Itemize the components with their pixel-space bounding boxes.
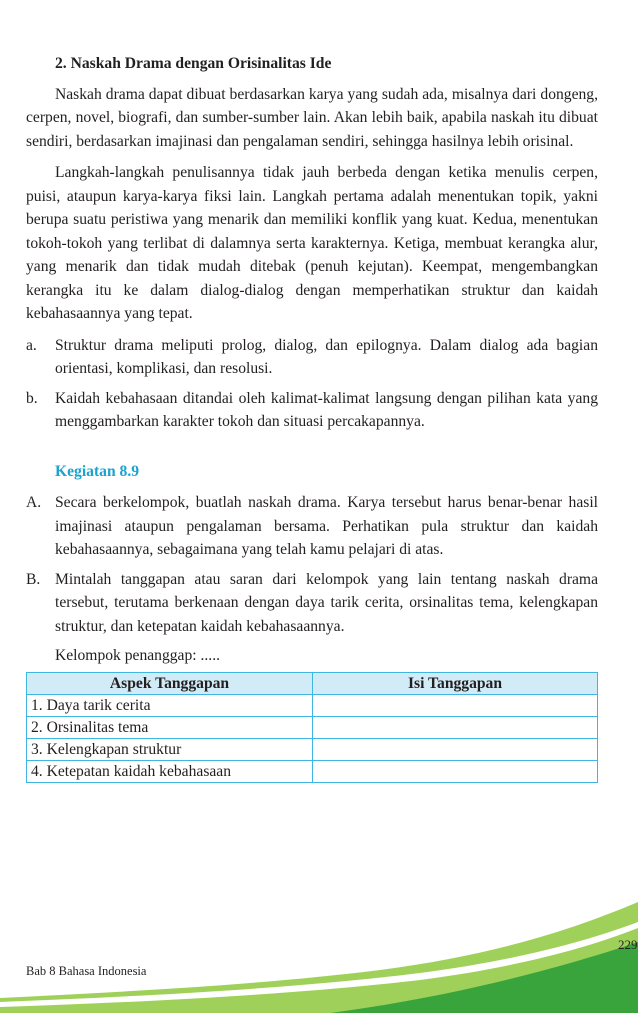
table-cell-aspect: 2. Orsinalitas tema [27, 716, 313, 738]
activity-item [26, 491, 598, 562]
response-table [26, 672, 598, 783]
table-cell-response[interactable] [313, 694, 598, 716]
page-content [26, 52, 598, 783]
chapter-footer: Bab 8 Bahasa Indonesia [26, 964, 147, 978]
activity-marker: A. [26, 494, 42, 511]
table-row [27, 694, 598, 716]
list-marker: a. [26, 336, 37, 354]
list-item [26, 387, 598, 434]
list-marker: b. [26, 389, 38, 407]
table-cell-aspect: 1. Daya tarik cerita [27, 694, 313, 716]
table-cell-response[interactable] [313, 716, 598, 738]
list-text: Kaidah kebahasaan ditandai oleh kalimat-kalimat langsung dengan pilihan kata yang menggambarkan karakter tokoh dan situasi percakapannya. [55, 389, 598, 430]
paragraph: Naskah drama dapat dibuat berdasarkan karya yang sudah ada, misalnya dari dongeng, cerpen, novel, biografi, dan sumber-sumber lain. Akan lebih baik, apabila naskah itu dibuat sendiri, berdasarkan imajinasi dan pengalaman sendiri, sehingga hasilnya lebih orisinal. [26, 85, 598, 150]
list-text: Struktur drama meliputi prolog, dialog, dan epilognya. Dalam dialog ada bagian orientasi, komplikasi, dan resolusi. [55, 336, 598, 377]
list-item [26, 334, 598, 381]
section-heading: 2. Naskah Drama dengan Orisinalitas Ide [55, 55, 332, 72]
activity-text: Mintalah tanggapan atau saran dari kelompok yang lain tentang naskah drama tersebut, terutama berkenaan dengan daya tarik cerita, orsinalitas tema, kelengkapan struktur, dan ketepatan kaidah kebahasaannya. [55, 570, 598, 635]
table-cell-response[interactable] [313, 738, 598, 760]
footer-wave-decoration [0, 880, 638, 1013]
table-cell-response[interactable] [313, 760, 598, 782]
table-header-content: Isi Tanggapan [313, 672, 598, 694]
table-cell-aspect: 3. Kelengkapan struktur [27, 738, 313, 760]
table-cell-aspect: 4. Ketepatan kaidah kebahasaan [27, 760, 313, 782]
table-header-aspect: Aspek Tanggapan [27, 672, 313, 694]
page-number: 229 [618, 937, 638, 952]
paragraph: Langkah-langkah penulisannya tidak jauh berbeda dengan ketika menulis cerpen, puisi, ataupun karya-karya fiksi lain. Langkah pertama adalah menentukan topik, yakni berupa suatu peristiwa yang menarik dan memiliki konflik yang kuat. Kedua, menentukan tokoh-tokoh yang terlibat di dalamnya serta karakternya. Ketiga, membuat kerangka alur, yang menarik dan tidak mudah ditebak (penuh kejutan). Keempat, mengembangkan kerangka itu ke dalam dialog-dialog dengan memperhatikan struktur dan kaidah kebahasaannya yang tepat. [26, 164, 598, 322]
table-row [27, 738, 598, 760]
activity-title: Kegiatan 8.9 [55, 462, 140, 480]
responder-label: Kelompok penanggap: ..... [55, 647, 220, 664]
table-row [27, 716, 598, 738]
table-row [27, 760, 598, 782]
activity-text: Secara berkelompok, buatlah naskah drama. Karya tersebut harus benar-benar hasil imajinasi ataupun pengalaman bersama. Perhatikan pula struktur dan kaidah kebahasaannya, sebagaimana yang telah kamu pelajari di atas. [55, 494, 598, 558]
table-header-row [27, 672, 598, 694]
activity-marker: B. [26, 570, 41, 588]
activity-item [26, 568, 598, 639]
